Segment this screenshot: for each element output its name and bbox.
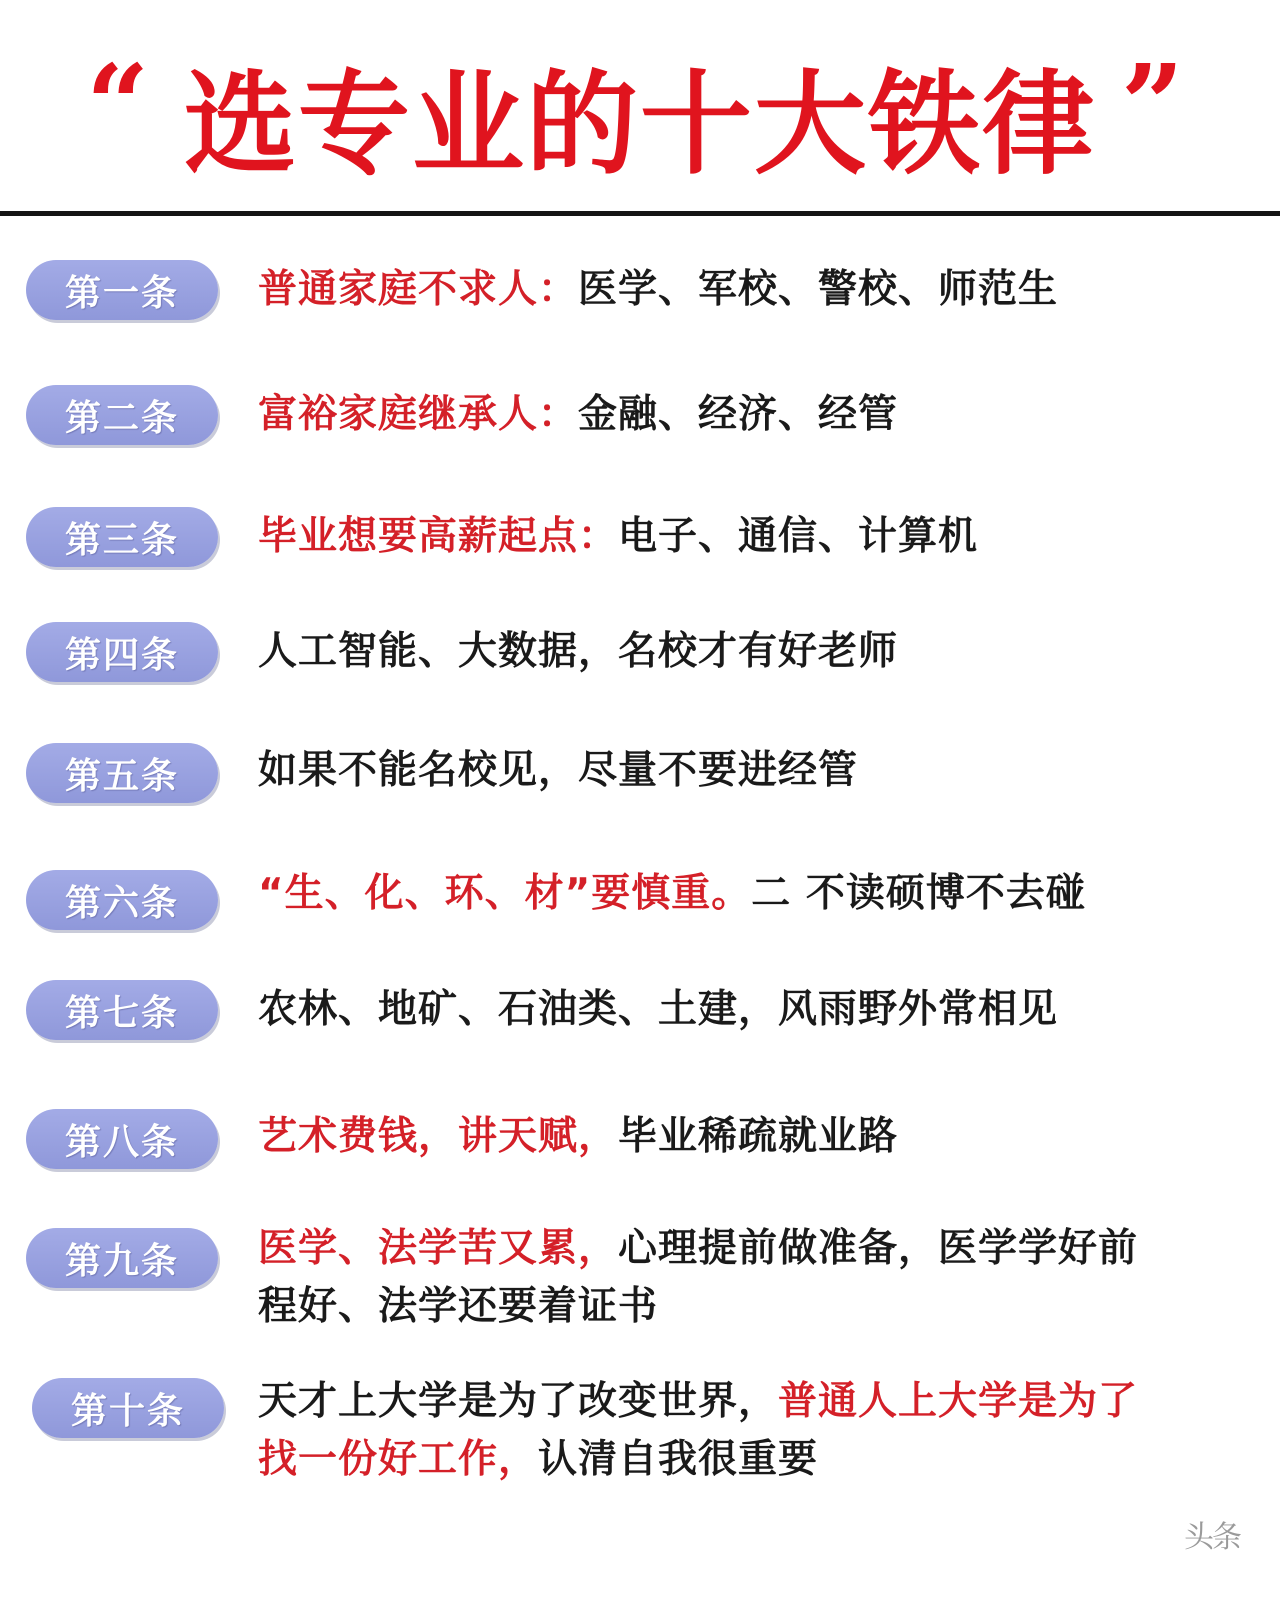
rule-highlight: 毕业想要高薪起点： — [258, 514, 619, 559]
rule-badge-label: 第二条 — [64, 397, 179, 439]
rule-item-3 — [0, 505, 1280, 625]
rule-badge-label: 第五条 — [64, 755, 179, 797]
rule-item-4 — [0, 620, 1280, 740]
close-quote: ” — [1120, 40, 1184, 169]
rule-body: 农林、地矿、石油类、土建，风雨野外常相见 — [258, 987, 1059, 1032]
rule-badge — [32, 1378, 224, 1438]
rule-body: 心理提前做准备，医学学好前程好、法学还要着证书 — [258, 1226, 1139, 1329]
rule-highlight: 富裕家庭继承人： — [258, 392, 579, 437]
rule-body: 天才上大学是为了改变世界， — [258, 1379, 779, 1424]
watermark: 头条 — [1184, 1520, 1240, 1555]
rule-badge-label: 第九条 — [64, 1240, 179, 1282]
rule-item-7 — [0, 978, 1280, 1098]
rule-item-10 — [0, 1376, 1280, 1496]
rule-badge-label: 第三条 — [64, 519, 179, 561]
rule-badge-label: 第七条 — [64, 992, 179, 1034]
rule-badge-label: 第四条 — [64, 634, 179, 676]
title-banner — [0, 40, 1280, 200]
rule-text — [258, 1373, 1158, 1489]
rule-badge — [26, 743, 218, 803]
rule-item-8 — [0, 1107, 1280, 1227]
rule-badge-label: 第十条 — [70, 1390, 185, 1432]
open-quote: “ — [86, 40, 150, 169]
rule-item-6 — [0, 868, 1280, 988]
rule-text — [258, 865, 1258, 923]
rule-item-2 — [0, 383, 1280, 503]
rule-body: 人工智能、大数据，名校才有好老师 — [258, 629, 899, 674]
rule-text — [258, 386, 1158, 444]
rule-body: 如果不能名校见，尽量不要进经管 — [258, 748, 859, 793]
rule-badge — [26, 385, 218, 445]
rule-body: 金融、经济、经管 — [578, 392, 899, 437]
rule-badge-label: 第六条 — [64, 882, 179, 924]
rule-body: 毕业稀疏就业路 — [618, 1114, 899, 1159]
rule-badge — [26, 1109, 218, 1169]
rule-text — [258, 623, 1158, 681]
rule-badge — [26, 507, 218, 567]
rule-text — [258, 1108, 1158, 1166]
rule-highlight: 普通家庭不求人： — [258, 267, 579, 312]
rule-badge — [26, 980, 218, 1040]
rule-text — [258, 261, 1158, 319]
rule-badge — [26, 1228, 218, 1288]
rule-item-5 — [0, 741, 1280, 861]
rule-body: 电子、通信、计算机 — [618, 514, 979, 559]
rule-text — [258, 508, 1158, 566]
rule-item-9 — [0, 1226, 1280, 1346]
rule-highlight: 医学、法学苦又累， — [258, 1226, 619, 1271]
page-title: 选专业的十大铁律 — [184, 60, 1096, 190]
rule-highlight: 艺术费钱，讲天赋， — [258, 1114, 619, 1159]
rule-badge-label: 第八条 — [64, 1121, 179, 1163]
rule-highlight: “生、化、环、材”要慎重。 — [258, 871, 752, 916]
rule-text — [258, 981, 1258, 1039]
rule-body-end: 认清自我很重要 — [538, 1437, 819, 1482]
rule-body: 二 不读硕博不去碰 — [751, 871, 1086, 916]
rule-badge — [26, 622, 218, 682]
rule-highlight: 普通人上大学是为了找一份好工作， — [258, 1379, 1139, 1482]
rule-badge-label: 第一条 — [64, 272, 179, 314]
rule-badge — [26, 870, 218, 930]
rule-item-1 — [0, 258, 1280, 378]
rule-badge — [26, 260, 218, 320]
rule-text — [258, 1220, 1158, 1336]
title-divider — [0, 211, 1280, 216]
rule-body: 医学、军校、警校、师范生 — [578, 267, 1059, 312]
rule-text — [258, 742, 1158, 800]
